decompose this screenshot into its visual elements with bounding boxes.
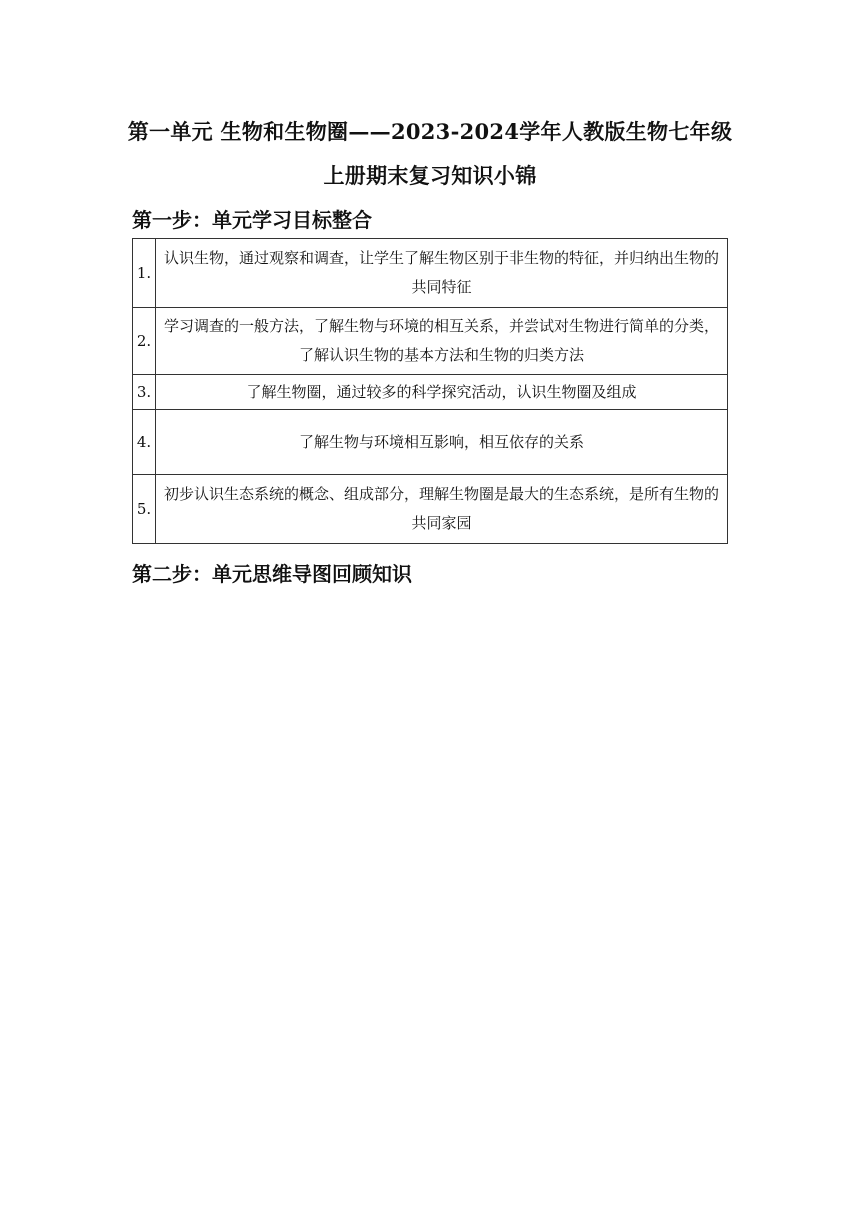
table-row — [133, 375, 728, 410]
step2-heading: 第二步：单元思维导图回顾知识 — [132, 562, 412, 586]
goal-number: 3. — [133, 375, 156, 410]
table-row — [133, 475, 728, 544]
goal-number: 4. — [133, 410, 156, 475]
goal-text: 初步认识生态系统的概念、组成部分，理解生物圈是最大的生态系统，是所有生物的共同家园 — [156, 475, 728, 544]
step1-heading: 第一步：单元学习目标整合 — [132, 208, 372, 232]
goal-number: 5. — [133, 475, 156, 544]
learning-goals-table — [132, 238, 728, 544]
goal-number: 2. — [133, 308, 156, 375]
goal-text: 了解生物与环境相互影响，相互依存的关系 — [156, 410, 728, 475]
document-title-line-2: 上册期末复习知识小锦 — [323, 163, 537, 188]
goal-text: 学习调查的一般方法，了解生物与环境的相互关系，并尝试对生物进行简单的分类，了解认识生物的基本方法和生物的归类方法 — [156, 308, 728, 375]
goal-text: 认识生物，通过观察和调查，让学生了解生物区别于非生物的特征，并归纳出生物的共同特征 — [156, 239, 728, 308]
document-title-line-1: 第一单元 生物和生物圈——2023-2024学年人教版生物七年级 — [127, 119, 733, 144]
table-row — [133, 410, 728, 475]
goal-text: 了解生物圈，通过较多的科学探究活动，认识生物圈及组成 — [156, 375, 728, 410]
table-row — [133, 239, 728, 308]
goal-number: 1. — [133, 239, 156, 308]
table-row — [133, 308, 728, 375]
